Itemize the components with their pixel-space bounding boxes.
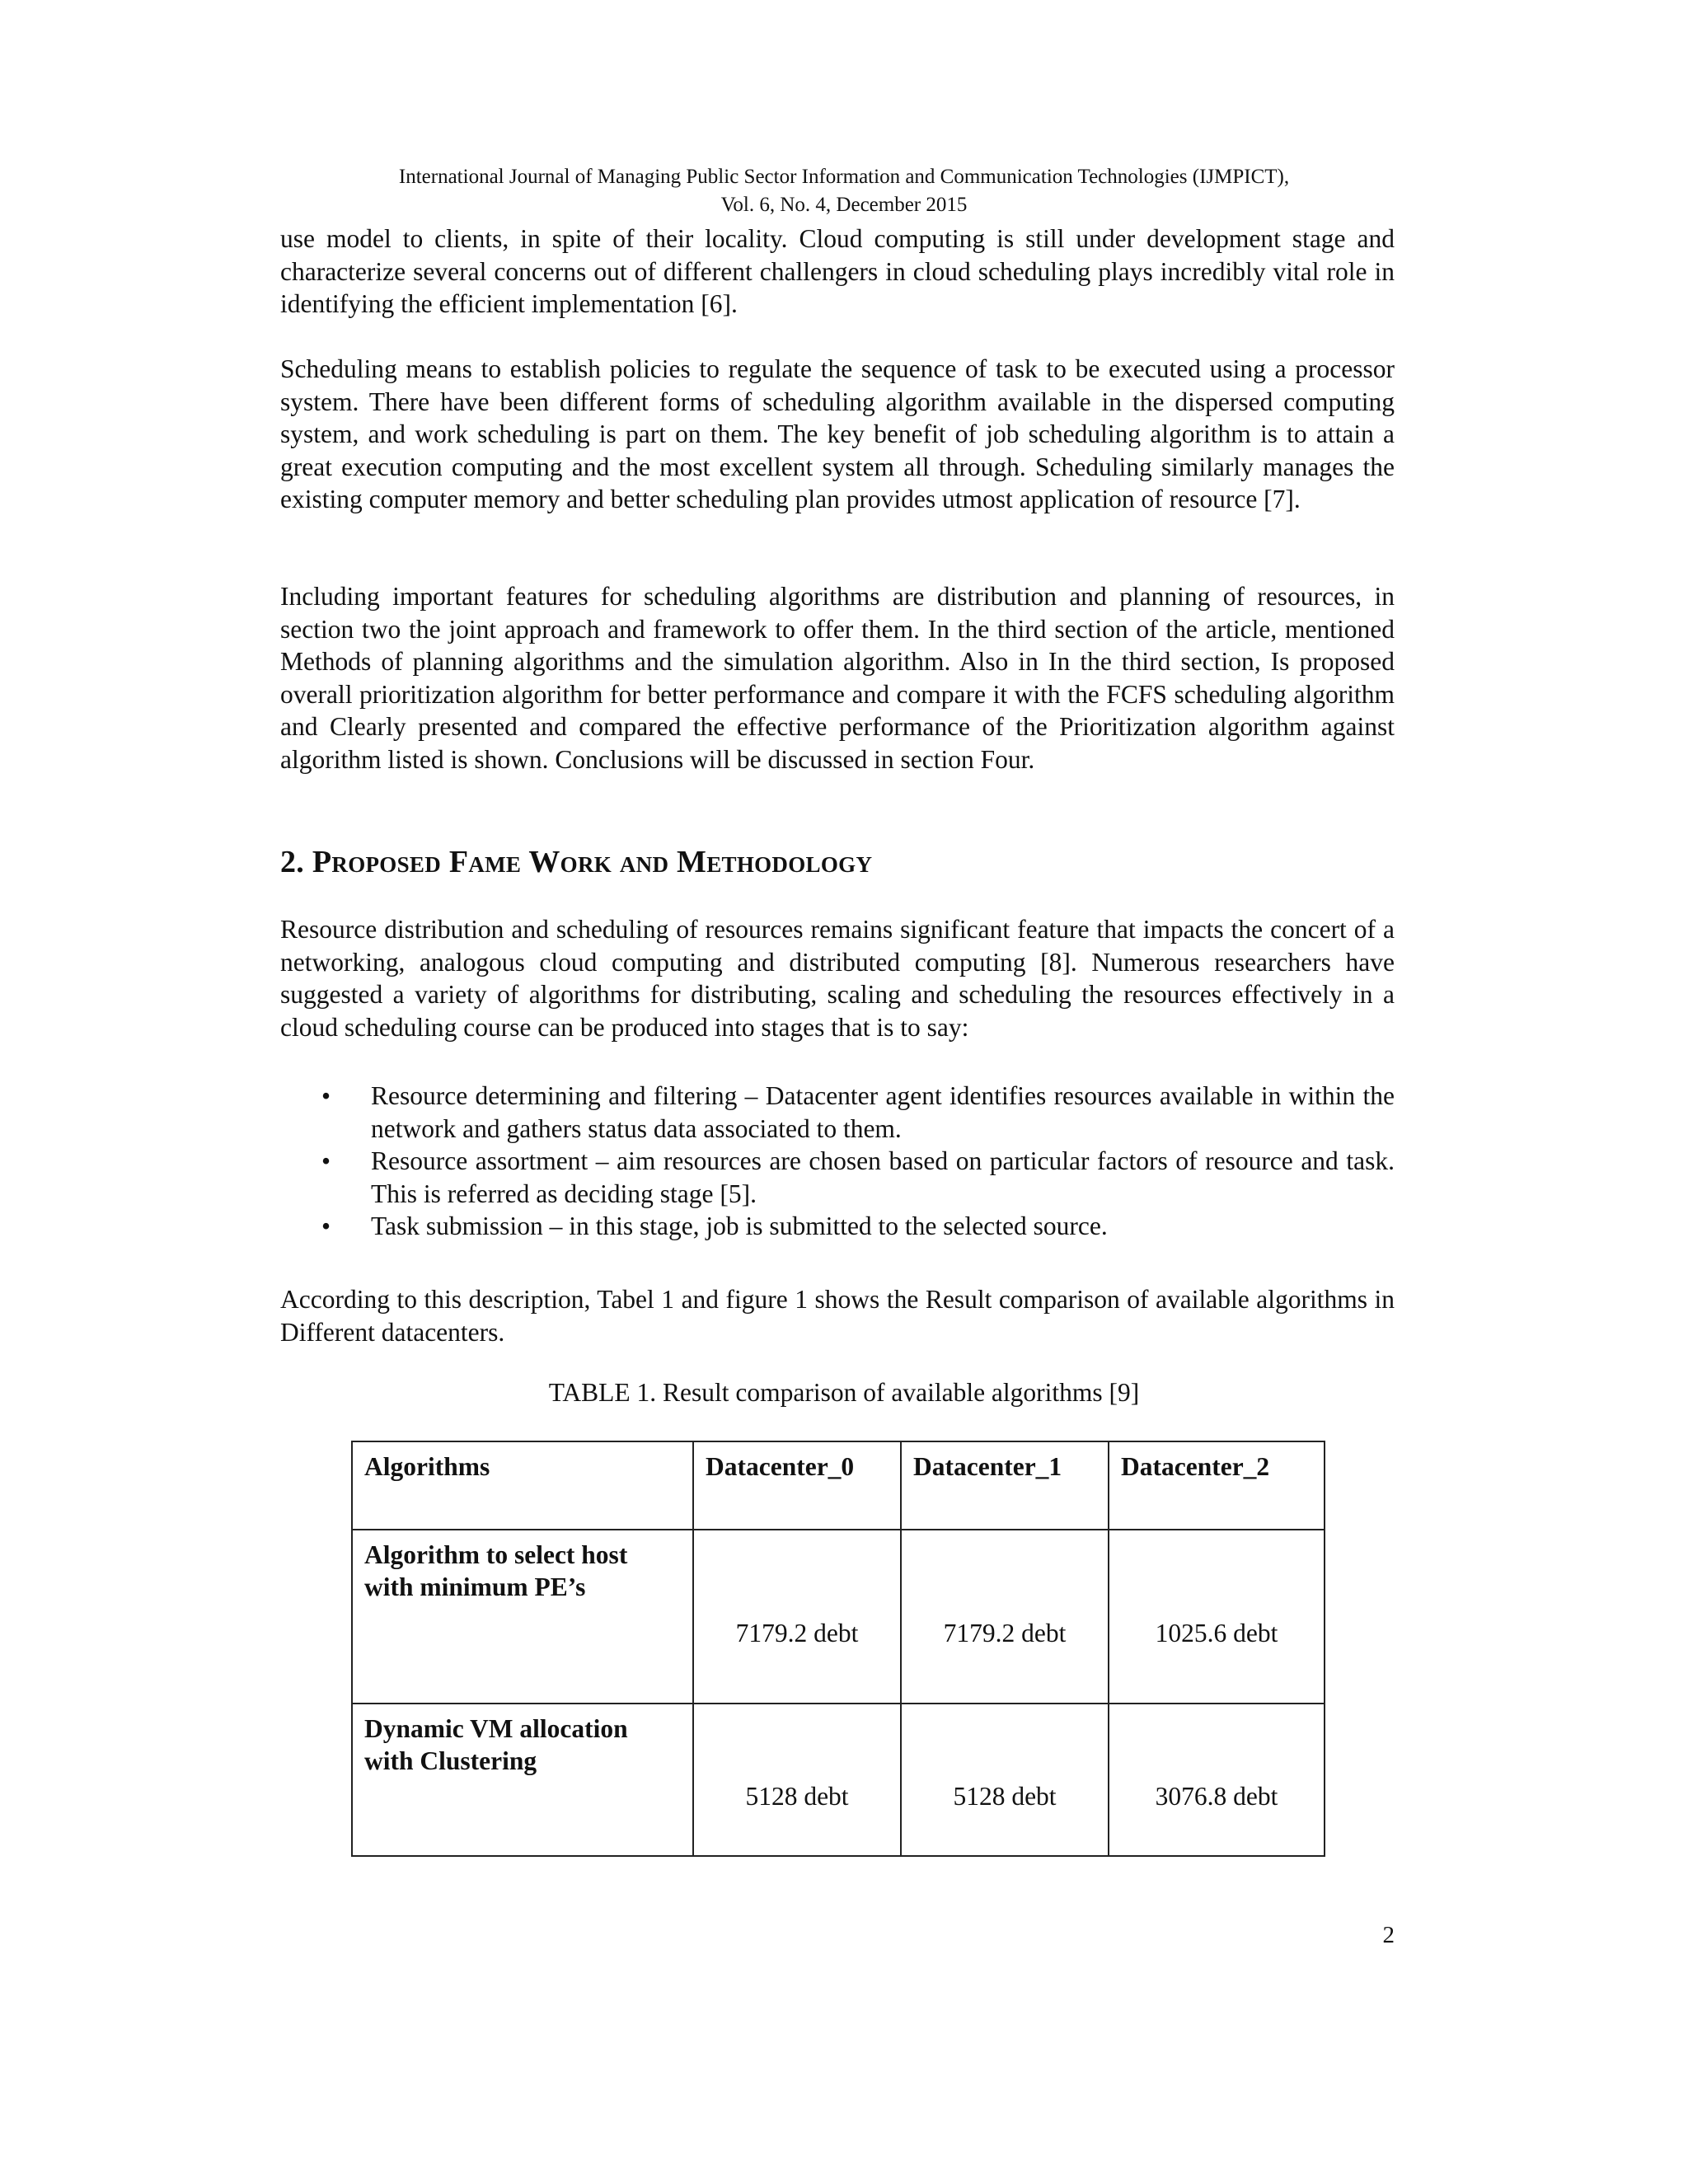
value-cell: 5128 debt (693, 1704, 901, 1856)
bullet-marker: • (321, 1146, 331, 1175)
value-cell: 7179.2 debt (693, 1530, 901, 1704)
section-heading: 2. Proposed Fame Work and Methodology (280, 845, 873, 879)
paragraph-3: Including important features for scheduling algorithms are distribution and planning of resources, in section two the joint approach and framework to offer them. In the third section of the article, mentioned Methods of planning algorithms and the simulation algorithm. Also in In the third section, Is proposed overall prioritization algorithm for better performance and compare it with the FCFS scheduling algorithm and Clearly presented and compared the effective performance of the Prioritization algorithm against algorithm listed is shown. Conclusions will be discussed in section Four. (280, 582, 1395, 774)
value-cell: 1025.6 debt (1109, 1530, 1325, 1704)
value-cell: 3076.8 debt (1109, 1704, 1325, 1856)
list-item (280, 1210, 1395, 1243)
table-header-row (352, 1441, 1325, 1530)
page-number: 2 (1382, 1922, 1395, 1948)
value-cell: 7179.2 debt (901, 1530, 1109, 1704)
bullet-marker: • (321, 1081, 331, 1110)
journal-title-line: International Journal of Managing Public Sector Information and Communication Technologies (IJMPICT), (398, 166, 1290, 188)
table-row (352, 1530, 1325, 1704)
list-item-text: Resource determining and filtering – Datacenter agent identifies resources available in within the network and gathers status data associated to them. (371, 1081, 1395, 1143)
algorithm-name-cell: Algorithm to select host with minimum PE’s (352, 1530, 693, 1704)
header-cell: Datacenter_1 (901, 1441, 1109, 1530)
list-item (280, 1145, 1395, 1210)
algorithm-name-cell: Dynamic VM allocation with Clustering (352, 1704, 693, 1856)
list-item-text: Resource assortment – aim resources are chosen based on particular factors of resource and task. This is referred as deciding stage [5]. (371, 1146, 1395, 1208)
volume-line: Vol. 6, No. 4, December 2015 (720, 194, 968, 216)
paragraph-5: According to this description, Tabel 1 and figure 1 shows the Result comparison of available algorithms in Different datacenters. (280, 1285, 1395, 1347)
list-item (280, 1080, 1395, 1145)
running-header (0, 163, 1688, 219)
header-cell: Algorithms (352, 1441, 693, 1530)
value-cell: 5128 debt (901, 1704, 1109, 1856)
paragraph-1: use model to clients, in spite of their locality. Cloud computing is still under development stage and characterize several concerns out of different challengers in cloud scheduling plays incredibly vital role in identifying the efficient implementation [6]. (280, 224, 1395, 318)
results-table (351, 1441, 1325, 1857)
list-item-text: Task submission – in this stage, job is submitted to the selected source. (371, 1212, 1108, 1240)
header-cell: Datacenter_2 (1109, 1441, 1325, 1530)
paragraph-4: Resource distribution and scheduling of resources remains significant feature that impacts the concert of a networking, analogous cloud computing and distributed computing [8]. Numerous researchers have suggested a variety of algorithms for distributing, scaling and scheduling the resources effectively in a cloud scheduling course can be produced into stages that is to say: (280, 915, 1395, 1042)
table-caption: TABLE 1. Result comparison of available algorithms [9] (548, 1378, 1140, 1407)
paragraph-2: Scheduling means to establish policies to regulate the sequence of task to be executed using a processor system. There have been different forms of scheduling algorithm available in the dispersed computing system, and work scheduling is part on them. The key benefit of job scheduling algorithm is to attain a great execution computing and the most excellent system all through. Scheduling similarly manages the existing computer memory and better scheduling plan provides utmost application of resource [7]. (280, 354, 1395, 513)
stage-list (280, 1080, 1395, 1243)
bullet-marker: • (321, 1212, 331, 1240)
header-cell: Datacenter_0 (693, 1441, 901, 1530)
table-row (352, 1704, 1325, 1856)
